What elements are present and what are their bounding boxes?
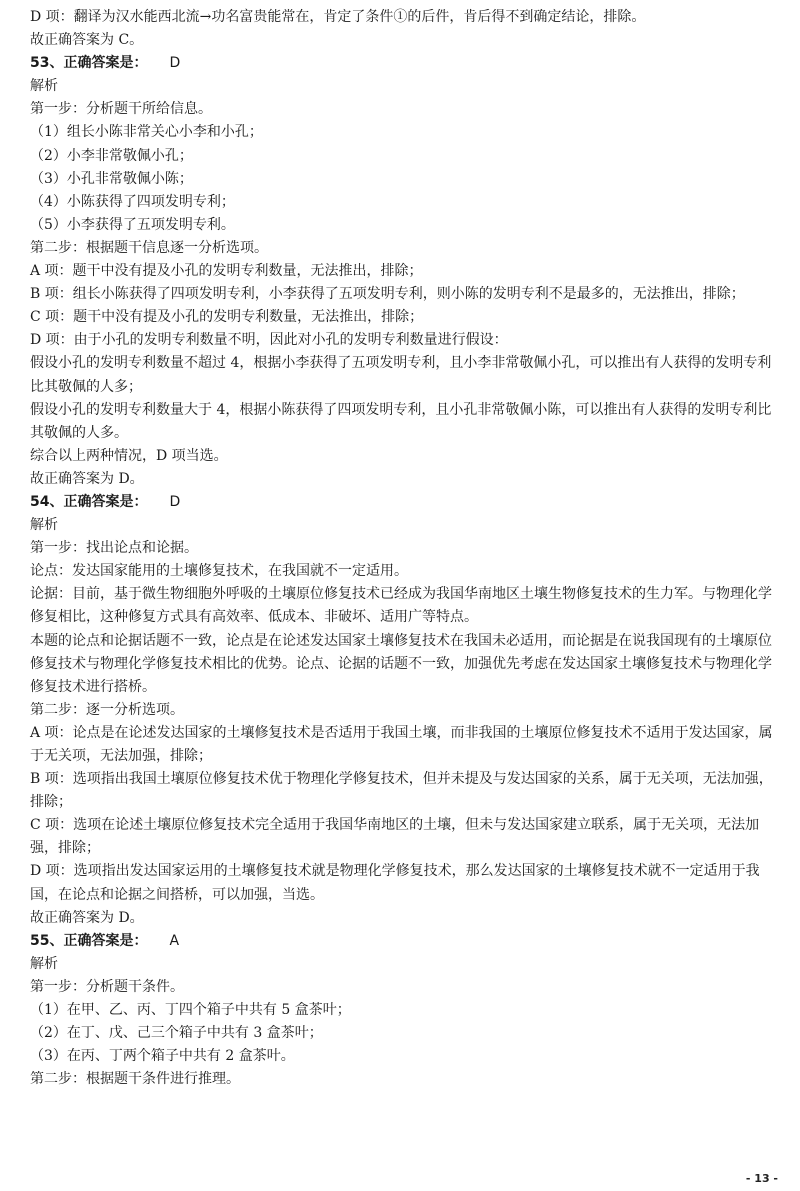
paragraph-line: 故正确答案为 D。: [30, 470, 144, 487]
question-answer-heading: [30, 52, 782, 75]
answer-letter: D: [169, 55, 181, 72]
paragraph-line: （2）小李非常敬佩小孔；: [30, 147, 193, 164]
document-body: [30, 6, 782, 1091]
paragraph-line: 综合以上两种情况，D 项当选。: [30, 447, 228, 464]
question-answer-heading: [30, 930, 782, 953]
paragraph-line: （1）组长小陈非常关心小李和小孔；: [30, 124, 263, 141]
paragraph-line: 假设小孔的发明专利数量不超过 4，根据小李获得了五项发明专利，且小李非常敬佩小孔，可以推出有人获得的发明专利比其敬佩的人多；: [30, 355, 772, 395]
paragraph-line: 第二步：根据题干信息逐一分析选项。: [30, 239, 268, 256]
paragraph-line: 第二步：逐一分析选项。: [30, 701, 184, 718]
question-heading-label: 54、正确答案是：: [30, 493, 148, 510]
paragraph-line: （4）小陈获得了四项发明专利；: [30, 193, 235, 210]
paragraph-line: 故正确答案为 D。: [30, 909, 144, 926]
paragraph-line: 解析: [30, 517, 58, 534]
answer-letter: D: [169, 493, 181, 510]
question-heading-label: 55、正确答案是：: [30, 932, 148, 949]
paragraph-line: （1）在甲、乙、丙、丁四个箱子中共有 5 盒茶叶；: [30, 1002, 351, 1019]
paragraph-line: C 项：题干中没有提及小孔的发明专利数量，无法推出，排除；: [30, 309, 424, 326]
paragraph-line: （2）在丁、戊、己三个箱子中共有 3 盒茶叶；: [30, 1025, 323, 1042]
paragraph-line: （5）小李获得了五项发明专利。: [30, 216, 235, 233]
paragraph-line: C 项：选项在论述土壤原位修复技术完全适用于我国华南地区的土壤，但未与发达国家建立联系，属于无关项，无法加强，排除；: [30, 817, 760, 857]
paragraph-line: 解析: [30, 78, 58, 95]
paragraph-line: 第一步：分析题干所给信息。: [30, 101, 212, 118]
paragraph-line: B 项：组长小陈获得了四项发明专利，小李获得了五项发明专利，则小陈的发明专利不是最多的，无法推出，排除；: [30, 286, 745, 303]
paragraph-line: 故正确答案为 C。: [30, 32, 144, 49]
paragraph-line: （3）在丙、丁两个箱子中共有 2 盒茶叶。: [30, 1048, 295, 1065]
paragraph-line: 第一步：找出论点和论据。: [30, 540, 198, 557]
paragraph-line: 解析: [30, 955, 58, 972]
paragraph-line: 第一步：分析题干条件。: [30, 978, 184, 995]
question-answer-heading: [30, 491, 782, 514]
paragraph-line: D 项：选项指出发达国家运用的土壤修复技术就是物理化学修复技术，那么发达国家的土壤修复技术就不一定适用于我国，在论点和论据之间搭桥，可以加强，当选。: [30, 863, 760, 903]
paragraph-line: D 项：翻译为汉水能西北流→功名富贵能常在，肯定了条件①的后件，肯后得不到确定结论，排除。: [30, 9, 646, 25]
answer-letter: A: [169, 932, 180, 949]
paragraph-line: B 项：选项指出我国土壤原位修复技术优于物理化学修复技术，但并未提及与发达国家的关系，属于无关项，无法加强，排除；: [30, 771, 773, 811]
question-heading-label: 53、正确答案是：: [30, 55, 148, 72]
paragraph-line: D 项：由于小孔的发明专利数量不明，因此对小孔的发明专利数量进行假设：: [30, 332, 508, 349]
paragraph-line: 论点：发达国家能用的土壤修复技术，在我国就不一定适用。: [30, 563, 408, 580]
paragraph-line: 论据：目前，基于微生物细胞外呼吸的土壤原位修复技术已经成为我国华南地区土壤生物修复技术的生力军。与物理化学修复相比，这种修复方式具有高效率、低成本、非破坏、适用广等特点。: [30, 586, 772, 626]
paragraph-line: 本题的论点和论据话题不一致，论点是在论述发达国家土壤修复技术在我国未必适用，而论据是在说我国现有的土壤原位修复技术与物理化学修复技术相比的优势。论点、论据的话题不一致，加强优先考虑在发达国家土壤修复技术与物理化学修复技术进行搭桥。: [30, 632, 772, 695]
page-number: - 13 -: [745, 1172, 778, 1185]
paragraph-line: 第二步：根据题干条件进行推理。: [30, 1071, 240, 1088]
paragraph-line: A 项：题干中没有提及小孔的发明专利数量，无法推出，排除；: [30, 263, 423, 280]
paragraph-line: 假设小孔的发明专利数量大于 4，根据小陈获得了四项发明专利，且小孔非常敬佩小陈，可以推出有人获得的发明专利比其敬佩的人多。: [30, 401, 772, 441]
paragraph-line: （3）小孔非常敬佩小陈；: [30, 170, 193, 187]
paragraph-line: A 项：论点是在论述发达国家的土壤修复技术是否适用于我国土壤，而非我国的土壤原位修复技术不适用于发达国家，属于无关项，无法加强，排除；: [30, 724, 773, 764]
